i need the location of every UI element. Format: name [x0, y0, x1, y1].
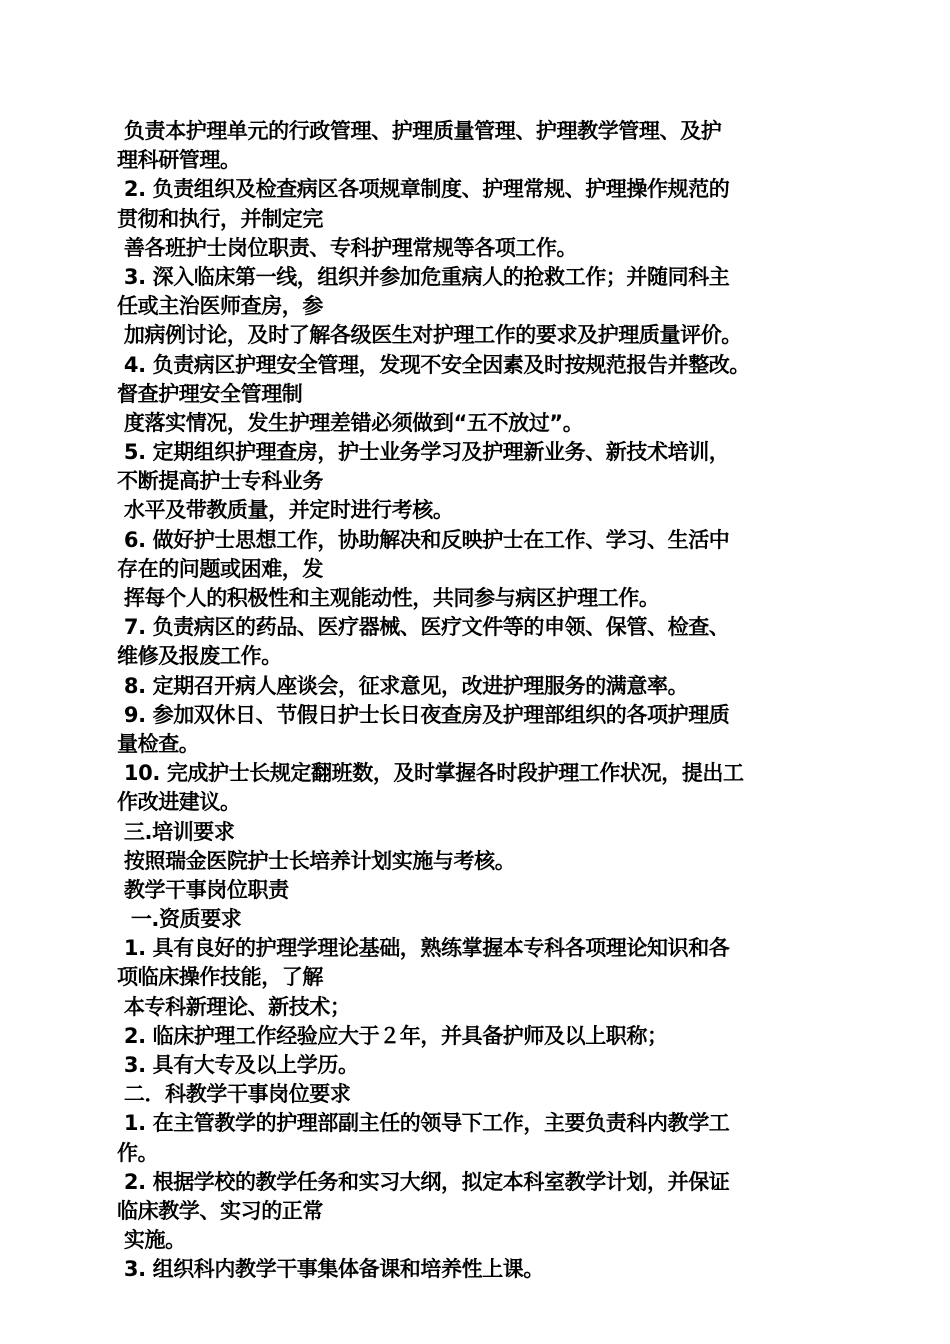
text-line: 督查护理安全管理制 [117, 381, 303, 406]
text-line: 6. 做好护士思想工作，协助解决和反映护士在工作、学习、生活中 [117, 527, 730, 552]
section-heading: 一.资质要求 [117, 907, 242, 932]
text-line: 4. 负责病区护理安全管理，发现不安全因素及时按规范报告并整改。 [117, 352, 751, 377]
text-line: 不断提高护士专科业务 [117, 469, 323, 494]
text-line: 善各班护士岗位职责、专科护理常规等各项工作。 [117, 235, 578, 260]
text-line: 8. 定期召开病人座谈会，征求意见，改进护理服务的满意率。 [117, 673, 689, 698]
text-line: 按照瑞金医院护士长培养计划实施与考核。 [117, 848, 516, 873]
text-line: 加病例讨论，及时了解各级医生对护理工作的要求及护理质量评价。 [117, 323, 742, 348]
text-line: 度落实情况，发生护理差错必须做到“五不放过”。 [117, 410, 584, 435]
document-body [117, 117, 837, 1285]
text-line: 2. 根据学校的教学任务和实习大纲，拟定本科室教学计划，并保证 [117, 1169, 730, 1194]
text-line: 作改进建议。 [117, 790, 241, 815]
text-line: 理科研管理。 [117, 148, 241, 173]
text-line: 实施。 [117, 1228, 186, 1253]
text-line: 2. 临床护理工作经验应大于２年，并具备护师及以上职称； [117, 1023, 668, 1048]
text-line: 2. 负责组织及检查病区各项规章制度、护理常规、护理操作规范的 [117, 177, 730, 202]
text-line: 水平及带教质量，并定时进行考核。 [117, 498, 454, 523]
text-line: 3. 具有大专及以上学历。 [117, 1053, 359, 1077]
section-heading: 三.培训要求 [117, 819, 235, 844]
text-line: 1. 具有良好的护理学理论基础，熟练掌握本专科各项理论知识和各 [117, 936, 730, 961]
text-line: 1. 在主管教学的护理部副主任的领导下工作，主要负责科内教学工 [117, 1111, 730, 1136]
text-line: 项临床操作技能，了解 [117, 965, 323, 990]
text-line: 量检查。 [117, 731, 200, 756]
text-line: 存在的问题或困难，发 [117, 556, 323, 581]
text-line: 维修及报废工作。 [117, 644, 282, 669]
text-line: 作。 [117, 1140, 159, 1165]
text-line: 9. 参加双休日、节假日护士长日夜查房及护理部组织的各项护理质 [117, 702, 730, 727]
text-line: 任或主治医师查房，参 [117, 294, 323, 319]
text-line: 7. 负责病区的药品、医疗器械、医疗文件等的申领、保管、检查、 [117, 615, 730, 640]
text-line: 挥每个人的积极性和主观能动性，共同参与病区护理工作。 [117, 586, 660, 610]
text-line: 贯彻和执行，并制定完 [117, 206, 323, 231]
text-line: 10. 完成护士长规定翻班数，及时掌握各时段护理工作状况，提出工 [117, 761, 744, 786]
section-heading: 教学干事岗位职责 [117, 877, 289, 902]
text-line: 负责本护理单元的行政管理、护理质量管理、护理教学管理、及护 [117, 119, 722, 143]
text-line: 3. 深入临床第一线，组织并参加危重病人的抢救工作；并随同科主 [117, 264, 730, 289]
text-line: 5. 定期组织护理查房，护士业务学习及护理新业务、新技术培训， [117, 440, 730, 465]
text-line: 3. 组织科内教学干事集体备课和培养性上课。 [117, 1257, 545, 1282]
text-line: 本专科新理论、新技术； [117, 994, 351, 1019]
section-heading: 二．科教学干事岗位要求 [117, 1082, 351, 1107]
text-line: 临床教学、实习的正常 [117, 1198, 323, 1223]
